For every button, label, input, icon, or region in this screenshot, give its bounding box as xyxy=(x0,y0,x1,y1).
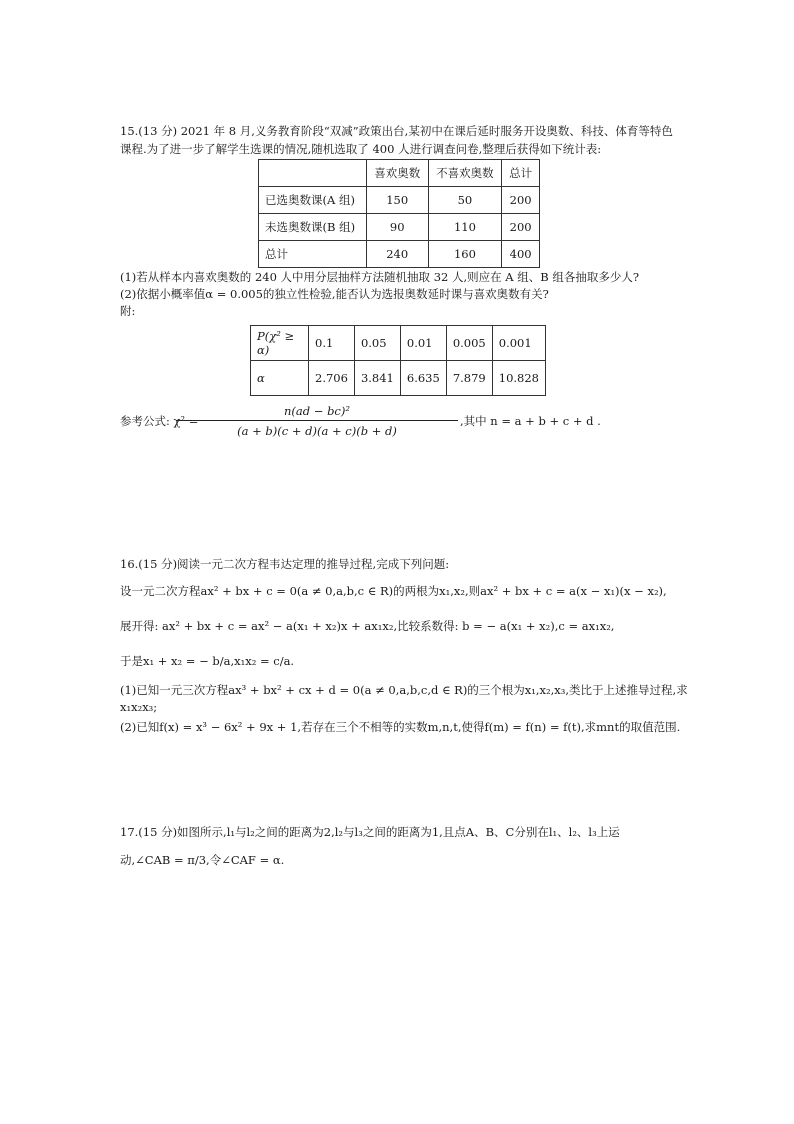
table-cell: 50 xyxy=(428,187,502,214)
table-header-row xyxy=(259,160,540,187)
table-cell: 0.1 xyxy=(309,326,355,361)
table-cell: 160 xyxy=(428,241,502,268)
table-cell: 6.635 xyxy=(400,361,446,396)
q16-line-4: 于是x₁ + x₂ = − b/a,x₁x₂ = c/a. xyxy=(120,654,295,668)
table-row xyxy=(259,241,540,268)
fraction-bar xyxy=(176,420,458,421)
table-cell: 0.001 xyxy=(492,326,545,361)
table-cell: 总计 xyxy=(259,241,367,268)
table-header-cell: 不喜欢奥数 xyxy=(428,160,502,187)
table-cell: 0.01 xyxy=(400,326,446,361)
table-cell: 3.841 xyxy=(354,361,400,396)
table-header-cell xyxy=(259,160,367,187)
formula-denominator: (a + b)(c + d)(a + c)(b + d) xyxy=(237,424,397,438)
q16-line-1: 16.(15 分)阅读一元二次方程韦达定理的推导过程,完成下列问题: xyxy=(120,557,450,571)
q16-sub-2: (2)已知f(x) = x³ − 6x² + 9x + 1,若存在三个不相等的实数m,n,t,使得f(m) = f(n) = f(t),求mnt的取值范围. xyxy=(120,720,681,734)
table-row xyxy=(251,326,546,361)
formula-prefix: 参考公式: χ² = xyxy=(120,414,199,428)
table-cell: 150 xyxy=(366,187,428,214)
table-cell: 未选奥数课(B 组) xyxy=(259,214,367,241)
q15-line-1: 15.(13 分) 2021 年 8 月,义务教育阶段“双减”政策出台,某初中在课后延时服务开设奥数、科技、体育等特色 xyxy=(120,124,673,138)
table-cell: 已选奥数课(A 组) xyxy=(259,187,367,214)
q17-line-2: 动,∠CAB = π/3,令∠CAF = α. xyxy=(120,853,285,867)
table-cell: 10.828 xyxy=(492,361,545,396)
q15-line-2: 课程.为了进一步了解学生选课的情况,随机选取了 400 人进行调查问卷,整理后获得如下统计表: xyxy=(120,142,602,156)
survey-table xyxy=(258,159,540,268)
table-cell: 400 xyxy=(502,241,540,268)
table-cell: 7.879 xyxy=(446,361,492,396)
formula-numerator: n(ad − bc)² xyxy=(284,404,350,418)
table-row xyxy=(259,187,540,214)
table-cell: 2.706 xyxy=(309,361,355,396)
q15-appendix-label: 附: xyxy=(120,304,136,318)
q16-line-2: 设一元二次方程ax² + bx + c = 0(a ≠ 0,a,b,c ∈ R)的两根为x₁,x₂,则ax² + bx + c = a(x − x₁)(x − x₂), xyxy=(120,584,667,598)
table-cell: 200 xyxy=(502,214,540,241)
table-cell: P(χ² ≥ α) xyxy=(251,326,309,361)
formula-fraction xyxy=(176,404,458,439)
formula-suffix: ,其中 n = a + b + c + d . xyxy=(460,414,601,428)
q15-sub-1: (1)若从样本内喜欢奥数的 240 人中用分层抽样方法随机抽取 32 人,则应在 A 组、B 组各抽取多少人? xyxy=(120,270,640,284)
table-cell: 240 xyxy=(366,241,428,268)
table-cell: α xyxy=(251,361,309,396)
q16-sub-1-cont: x₁x₂x₃; xyxy=(120,700,158,714)
q17-line-1: 17.(15 分)如图所示,l₁与l₂之间的距离为2,l₂与l₃之间的距离为1,且点A、B、C分别在l₁、l₂、l₃上运 xyxy=(120,825,620,839)
table-row xyxy=(251,361,546,396)
table-header-cell: 喜欢奥数 xyxy=(366,160,428,187)
q16-sub-1: (1)已知一元三次方程ax³ + bx² + cx + d = 0(a ≠ 0,a,b,c,d ∈ R)的三个根为x₁,x₂,x₃,类比于上述推导过程,求 xyxy=(120,683,688,697)
table-row xyxy=(259,214,540,241)
table-cell: 110 xyxy=(428,214,502,241)
table-cell: 0.005 xyxy=(446,326,492,361)
table-cell: 0.05 xyxy=(354,326,400,361)
table-header-cell: 总计 xyxy=(502,160,540,187)
q15-sub-2: (2)依据小概率值α = 0.005的独立性检验,能否认为选报奥数延时课与喜欢奥数有关? xyxy=(120,287,549,301)
table-cell: 200 xyxy=(502,187,540,214)
table-cell: 90 xyxy=(366,214,428,241)
critical-value-table xyxy=(250,325,546,396)
q16-line-3: 展开得: ax² + bx + c = ax² − a(x₁ + x₂)x + ax₁x₂,比较系数得: b = − a(x₁ + x₂),c = ax₁x₂, xyxy=(120,619,615,633)
